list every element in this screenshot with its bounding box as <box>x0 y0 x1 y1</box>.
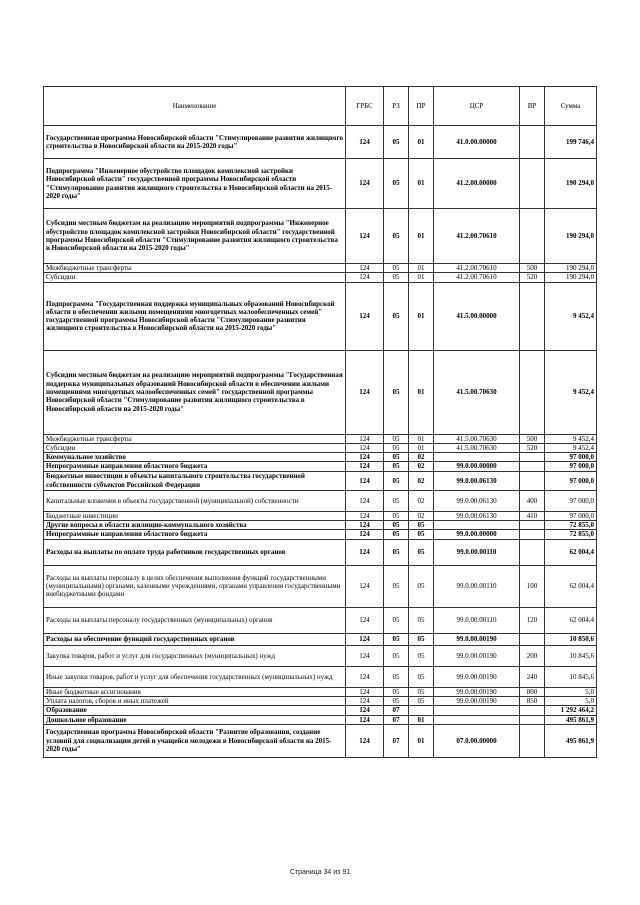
cell-pr: 02 <box>409 462 434 471</box>
table-row <box>44 511 597 520</box>
cell-pr: 01 <box>409 715 434 724</box>
header-rz: РЗ <box>384 87 409 126</box>
cell-vr: 100 <box>520 565 545 607</box>
cell-grbs: 124 <box>346 282 384 350</box>
cell-sum: 10 850,6 <box>545 633 597 645</box>
cell-pr: 01 <box>409 126 434 159</box>
table-row <box>44 666 597 687</box>
cell-rz: 05 <box>384 462 409 471</box>
cell-name: Закупка товаров, работ и услуг для государственных (муниципальных) нужд <box>44 645 346 666</box>
cell-sum: 10 845,6 <box>545 666 597 687</box>
cell-name: Бюджетные инвестиции <box>44 511 346 520</box>
cell-pr: 05 <box>409 530 434 539</box>
cell-csr: 99.0.00.00190 <box>434 687 520 696</box>
cell-sum: 9 452,4 <box>545 443 597 452</box>
cell-name: Субсидии местным бюджетам на реализацию мероприятий подпрограммы "Инженерное обустройство площадок комплексной застройки Новосибирской области" государственной программы Новосибирской области "Стимулирование развития жилищного строительства в Новосибирской области на 2015-2020 годы" <box>44 209 346 264</box>
cell-rz: 05 <box>384 434 409 443</box>
header-grbs: ГРБС <box>346 87 384 126</box>
cell-name: Дошкольное образование <box>44 715 346 724</box>
cell-csr: 99.0.00.00110 <box>434 565 520 607</box>
cell-sum: 495 861,9 <box>545 715 597 724</box>
table-row <box>44 696 597 705</box>
table-row <box>44 434 597 443</box>
cell-name: Уплата налогов, сборов и иных платежей <box>44 696 346 705</box>
cell-csr: 41.5.00.00000 <box>434 282 520 350</box>
cell-sum: 97 000,0 <box>545 471 597 490</box>
table-row <box>44 159 597 209</box>
cell-vr: 850 <box>520 696 545 705</box>
cell-rz: 05 <box>384 159 409 209</box>
cell-vr: 520 <box>520 443 545 452</box>
cell-csr: 99.0.00.06130 <box>434 490 520 511</box>
cell-pr: 02 <box>409 490 434 511</box>
cell-sum: 9 452,4 <box>545 350 597 434</box>
cell-grbs: 124 <box>346 159 384 209</box>
cell-sum: 199 746,4 <box>545 126 597 159</box>
table-row <box>44 633 597 645</box>
cell-name: Подпрограмма "Инженерное обустройство площадок комплексной застройки Новосибирской области" государственной программы Новосибирской области "Стимулирование развития жилищного строительства в Новосибирской области на 2015-2020 годы" <box>44 159 346 209</box>
cell-grbs: 124 <box>346 434 384 443</box>
cell-vr <box>520 462 545 471</box>
cell-grbs: 124 <box>346 521 384 530</box>
cell-rz: 05 <box>384 539 409 565</box>
cell-sum: 190 294,0 <box>545 159 597 209</box>
cell-pr: 01 <box>409 273 434 282</box>
cell-vr <box>520 209 545 264</box>
cell-vr: 520 <box>520 273 545 282</box>
cell-sum: 9 452,4 <box>545 282 597 350</box>
table-body <box>44 126 597 758</box>
cell-pr: 01 <box>409 209 434 264</box>
cell-vr <box>520 350 545 434</box>
cell-sum: 495 861,9 <box>545 724 597 757</box>
cell-sum: 1 292 464,2 <box>545 706 597 715</box>
cell-rz: 05 <box>384 264 409 273</box>
cell-sum: 62 004,4 <box>545 607 597 633</box>
cell-grbs: 124 <box>346 490 384 511</box>
cell-sum: 10 845,6 <box>545 645 597 666</box>
cell-csr: 07.0.00.00000 <box>434 724 520 757</box>
table-row <box>44 715 597 724</box>
page-number: Страница 34 из 91 <box>289 869 351 876</box>
cell-grbs: 124 <box>346 666 384 687</box>
cell-pr: 05 <box>409 687 434 696</box>
cell-vr: 120 <box>520 607 545 633</box>
cell-vr: 240 <box>520 666 545 687</box>
cell-rz: 05 <box>384 645 409 666</box>
cell-csr: 99.0.00.00000 <box>434 530 520 539</box>
cell-rz: 05 <box>384 490 409 511</box>
cell-vr <box>520 715 545 724</box>
cell-csr: 99.0.00.00190 <box>434 645 520 666</box>
cell-rz: 05 <box>384 282 409 350</box>
header-name: Наименование <box>44 87 346 126</box>
cell-sum: 62 004,4 <box>545 539 597 565</box>
cell-grbs: 124 <box>346 511 384 520</box>
cell-rz: 05 <box>384 443 409 452</box>
cell-name: Расходы на выплаты персоналу государственных (муниципальных) органов <box>44 607 346 633</box>
cell-grbs: 124 <box>346 696 384 705</box>
cell-sum: 97 000,0 <box>545 453 597 462</box>
cell-name: Расходы на выплаты персоналу в целях обеспечения выполнения функций государственными (муниципальными) органами, казенными учреждениями, органами управления государственными внебюджетными фондами <box>44 565 346 607</box>
cell-vr <box>520 471 545 490</box>
cell-pr: 01 <box>409 724 434 757</box>
cell-sum: 5,0 <box>545 687 597 696</box>
cell-grbs: 124 <box>346 607 384 633</box>
cell-sum: 5,0 <box>545 696 597 705</box>
cell-pr: 05 <box>409 666 434 687</box>
cell-name: Коммунальное хозяйство <box>44 453 346 462</box>
cell-csr: 99.0.00.06130 <box>434 511 520 520</box>
table-row <box>44 565 597 607</box>
cell-rz: 05 <box>384 607 409 633</box>
cell-csr: 41.0.00.00000 <box>434 126 520 159</box>
budget-table <box>43 86 597 758</box>
cell-sum: 72 855,0 <box>545 530 597 539</box>
cell-vr: 800 <box>520 687 545 696</box>
cell-name: Межбюджетные трансферты <box>44 264 346 273</box>
cell-pr: 05 <box>409 607 434 633</box>
cell-csr: 99.0.00.00110 <box>434 607 520 633</box>
cell-name: Субсидии <box>44 443 346 452</box>
cell-csr <box>434 715 520 724</box>
cell-pr: 01 <box>409 350 434 434</box>
cell-rz: 05 <box>384 565 409 607</box>
cell-grbs: 124 <box>346 706 384 715</box>
cell-name: Расходы на выплаты по оплате труда работников государственных органов <box>44 539 346 565</box>
cell-pr: 05 <box>409 539 434 565</box>
cell-grbs: 124 <box>346 715 384 724</box>
table-row <box>44 282 597 350</box>
cell-grbs: 124 <box>346 724 384 757</box>
cell-sum: 190 294,0 <box>545 209 597 264</box>
table-row <box>44 453 597 462</box>
cell-sum: 97 000,0 <box>545 490 597 511</box>
cell-grbs: 124 <box>346 645 384 666</box>
cell-grbs: 124 <box>346 539 384 565</box>
table-row <box>44 530 597 539</box>
header-pr: ПР <box>409 87 434 126</box>
cell-rz: 05 <box>384 530 409 539</box>
table-row <box>44 126 597 159</box>
table-row <box>44 350 597 434</box>
table-row <box>44 264 597 273</box>
cell-vr: 400 <box>520 490 545 511</box>
cell-grbs: 124 <box>346 453 384 462</box>
cell-vr <box>520 282 545 350</box>
cell-rz: 05 <box>384 633 409 645</box>
cell-grbs: 124 <box>346 273 384 282</box>
table-row <box>44 490 597 511</box>
cell-pr: 02 <box>409 453 434 462</box>
cell-vr <box>520 724 545 757</box>
cell-rz: 05 <box>384 687 409 696</box>
cell-pr: 01 <box>409 159 434 209</box>
table-row <box>44 209 597 264</box>
cell-rz: 05 <box>384 453 409 462</box>
cell-vr <box>520 159 545 209</box>
cell-name: Другие вопросы в области жилищно-коммунального хозяйства <box>44 521 346 530</box>
cell-csr: 41.5.00.70630 <box>434 434 520 443</box>
header-csr: ЦСР <box>434 87 520 126</box>
cell-rz: 05 <box>384 666 409 687</box>
cell-name: Субсидии <box>44 273 346 282</box>
cell-pr: 01 <box>409 443 434 452</box>
cell-pr: 05 <box>409 633 434 645</box>
cell-csr: 41.2.00.00000 <box>434 159 520 209</box>
table-row <box>44 471 597 490</box>
cell-pr: 02 <box>409 471 434 490</box>
cell-csr: 99.0.00.00190 <box>434 666 520 687</box>
cell-name: Образование <box>44 706 346 715</box>
table-row <box>44 607 597 633</box>
cell-vr: 200 <box>520 645 545 666</box>
cell-grbs: 124 <box>346 350 384 434</box>
cell-name: Государственная программа Новосибирской области "Развитие образования, создание условий для социализации детей и учащейся молодежи в Новосибирской области на 2015-2020 годы" <box>44 724 346 757</box>
cell-vr <box>520 521 545 530</box>
cell-csr: 99.0.00.00190 <box>434 696 520 705</box>
cell-sum: 97 000,0 <box>545 462 597 471</box>
cell-sum: 72 855,0 <box>545 521 597 530</box>
cell-csr: 99.0.00.00110 <box>434 539 520 565</box>
header-row <box>44 87 597 126</box>
cell-rz: 05 <box>384 350 409 434</box>
cell-vr <box>520 453 545 462</box>
table-row <box>44 706 597 715</box>
cell-grbs: 124 <box>346 633 384 645</box>
cell-name: Подпрограмма "Государственная поддержка муниципальных образований Новосибирской области в обеспечении жилыми помещениями многодетных малообеспеченных семей" государственной программы Новосибирской области "Стимулирование развития жилищного строительства в Новосибирской области на 2015-2020 годы" <box>44 282 346 350</box>
cell-rz: 07 <box>384 724 409 757</box>
cell-name: Субсидии местным бюджетам на реализацию мероприятий подпрограммы "Государственная поддержка муниципальных образований Новосибирской области в обеспечении жилыми помещениями многодетных малообеспеченных семей" государственной программы Новосибирской области "Стимулирование развития жилищного строительства в Новосибирской области на 2015-2020 годы" <box>44 350 346 434</box>
cell-grbs: 124 <box>346 687 384 696</box>
cell-csr: 41.2.00.70610 <box>434 264 520 273</box>
cell-csr <box>434 706 520 715</box>
cell-sum: 97 000,0 <box>545 511 597 520</box>
cell-vr: 500 <box>520 434 545 443</box>
cell-vr <box>520 126 545 159</box>
cell-sum: 190 294,0 <box>545 264 597 273</box>
cell-pr <box>409 706 434 715</box>
cell-name: Иные бюджетные ассигнования <box>44 687 346 696</box>
table-row <box>44 724 597 757</box>
cell-name: Иные закупки товаров, работ и услуг для обеспечения государственных (муниципальных) нужд <box>44 666 346 687</box>
cell-grbs: 124 <box>346 565 384 607</box>
cell-rz: 05 <box>384 521 409 530</box>
table-row <box>44 687 597 696</box>
cell-grbs: 124 <box>346 126 384 159</box>
cell-vr <box>520 539 545 565</box>
cell-pr: 01 <box>409 264 434 273</box>
cell-name: Бюджетные инвестиции в объекты капитального строительства государственной собственности субъектов Российской Федерации <box>44 471 346 490</box>
cell-sum: 62 004,4 <box>545 565 597 607</box>
cell-grbs: 124 <box>346 462 384 471</box>
cell-name: Расходы на обеспечение функций государственных органов <box>44 633 346 645</box>
cell-vr <box>520 633 545 645</box>
cell-csr: 41.2.00.70610 <box>434 209 520 264</box>
cell-csr <box>434 453 520 462</box>
cell-pr: 02 <box>409 511 434 520</box>
header-sum: Сумма <box>545 87 597 126</box>
cell-rz: 05 <box>384 209 409 264</box>
cell-rz: 05 <box>384 511 409 520</box>
cell-rz: 05 <box>384 471 409 490</box>
table-row <box>44 462 597 471</box>
cell-csr: 41.2.00.70610 <box>434 273 520 282</box>
cell-rz: 05 <box>384 273 409 282</box>
cell-vr <box>520 530 545 539</box>
cell-grbs: 124 <box>346 209 384 264</box>
cell-grbs: 124 <box>346 443 384 452</box>
cell-rz: 07 <box>384 715 409 724</box>
cell-csr: 99.0.00.06130 <box>434 471 520 490</box>
table-row <box>44 645 597 666</box>
table-row <box>44 539 597 565</box>
cell-sum: 9 452,4 <box>545 434 597 443</box>
header-vr: ВР <box>520 87 545 126</box>
cell-sum: 190 294,0 <box>545 273 597 282</box>
cell-csr: 41.5.00.70630 <box>434 443 520 452</box>
cell-vr <box>520 706 545 715</box>
table-row <box>44 521 597 530</box>
cell-name: Государственная программа Новосибирской области "Стимулирование развития жилищного строительства в Новосибирской области на 2015-2020 годы" <box>44 126 346 159</box>
cell-rz: 05 <box>384 126 409 159</box>
cell-grbs: 124 <box>346 264 384 273</box>
cell-vr: 410 <box>520 511 545 520</box>
cell-csr: 99.0.00.00190 <box>434 633 520 645</box>
cell-rz: 05 <box>384 696 409 705</box>
cell-pr: 01 <box>409 282 434 350</box>
cell-csr: 41.5.00.70630 <box>434 350 520 434</box>
cell-name: Межбюджетные трансферты <box>44 434 346 443</box>
cell-csr <box>434 521 520 530</box>
cell-pr: 05 <box>409 565 434 607</box>
cell-pr: 01 <box>409 434 434 443</box>
cell-name: Капитальные вложения в объекты государственной (муниципальной) собственности <box>44 490 346 511</box>
cell-grbs: 124 <box>346 471 384 490</box>
cell-name: Непрограммные направления областного бюджета <box>44 462 346 471</box>
cell-grbs: 124 <box>346 530 384 539</box>
cell-name: Непрограммные направления областного бюджета <box>44 530 346 539</box>
cell-pr: 05 <box>409 696 434 705</box>
cell-pr: 05 <box>409 521 434 530</box>
cell-vr: 500 <box>520 264 545 273</box>
cell-rz: 07 <box>384 706 409 715</box>
cell-csr: 99.0.00.00000 <box>434 462 520 471</box>
table-row <box>44 273 597 282</box>
table-row <box>44 443 597 452</box>
cell-pr: 05 <box>409 645 434 666</box>
